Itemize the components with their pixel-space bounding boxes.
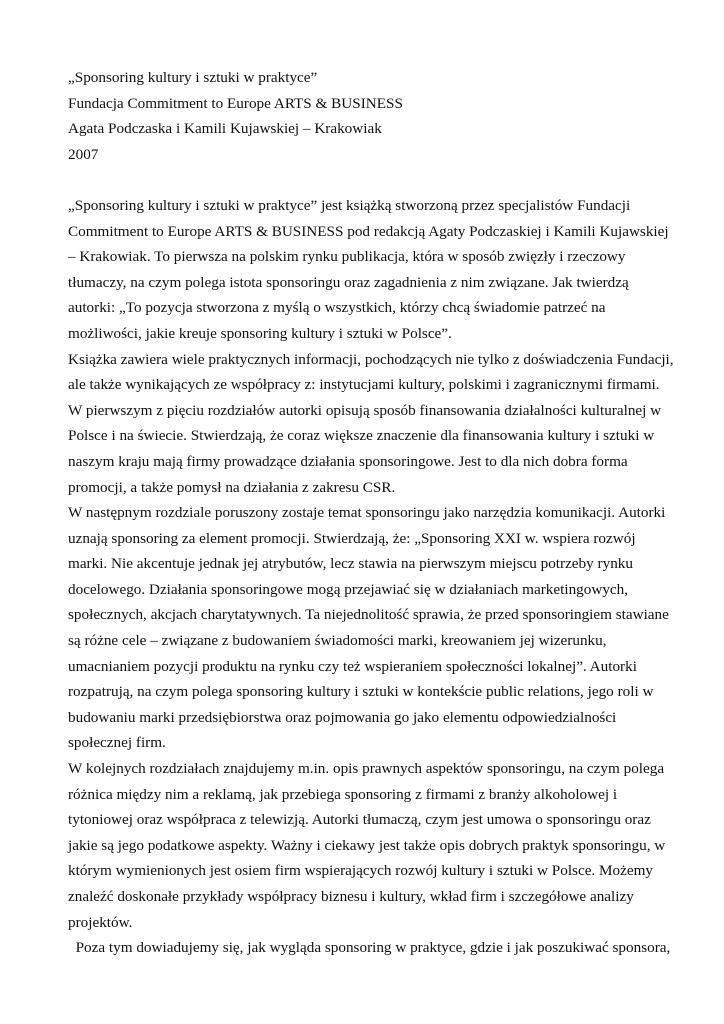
document-page <box>68 65 674 961</box>
text-line: W kolejnych rozdziałach znajdujemy m.in. opis prawnych aspektów sponsoringu, na czym polega <box>68 760 665 778</box>
text-line: W następnym rozdziale poruszony zostaje temat sponsoringu jako narzędzia komunikacji. Autorki <box>68 504 666 522</box>
text-line: Polsce i na świecie. Stwierdzają, że coraz większe znaczenie dla finansowania kultury i sztuki w <box>68 427 655 445</box>
text-line: Poza tym dowiadujemy się, jak wygląda sponsoring w praktyce, gdzie i jak poszukiwać sponsora, <box>68 939 671 957</box>
text-line: projektów. <box>68 913 133 931</box>
publication-year: 2007 <box>68 145 99 163</box>
text-line: społecznych, akcjach charytatywnych. Ta niejednolitość sprawia, że przed sponsoringiem stawiane <box>68 606 669 624</box>
text-line: ale także wynikających ze współpracy z: instytucjami kultury, polskimi i zagranicznymi firmami. <box>68 376 660 394</box>
document-header <box>68 65 660 167</box>
authors: Agata Podczaska i Kamili Kujawskiej – Krakowiak <box>68 120 382 138</box>
book-title: „Sponsoring kultury i sztuki w praktyce” <box>68 69 318 86</box>
text-line: W pierwszym z pięciu rozdziałów autorki opisują sposób finansowania działalności kulturalnej w <box>68 401 662 419</box>
text-line: znaleźć doskonałe przykłady współpracy biznesu i kultury, wkład firm i szczegółowe analizy <box>68 888 634 905</box>
text-line: rozpatrują, na czym polega sponsoring kultury i sztuki w kontekście public relations, jego roli w <box>68 683 654 701</box>
text-line: którym wymienionych jest osiem firm wspierających rozwój kultury i sztuki w Polsce. Możemy <box>68 862 654 880</box>
text-line: Książka zawiera wiele praktycznych informacji, pochodzących nie tylko z doświadczenia Fundacji, <box>68 350 674 368</box>
text-line: – Krakowiak. To pierwsza na polskim rynku publikacja, która w sposób zwięzły i rzeczowy <box>68 248 626 266</box>
text-line: docelowego. Działania sponsoringowe mogą przejawiać się w działaniach marketingowych, <box>68 580 629 598</box>
text-line: umacnianiem pozycji produktu na rynku czy też wspieraniem społeczności lokalnej”. Autorki <box>68 657 637 675</box>
text-line: społecznej firm. <box>68 734 166 752</box>
review-body <box>68 193 674 961</box>
text-line: tłumaczy, na czym polega istota sponsoringu oraz zagadnienia z nim związane. Jak twierdzą <box>68 273 629 291</box>
text-line: możliwości, jakie kreuje sponsoring kultury i sztuki w Polsce”. <box>68 324 452 342</box>
text-line: uznają sponsoring za element promocji. Stwierdzają, że: „Sponsoring XXI w. wspiera rozwój <box>68 529 636 547</box>
text-line: promocji, a także pomysł na działania z zakresu CSR. <box>68 478 396 496</box>
text-line: naszym kraju mają firmy prowadzące działania sponsoringowe. Jest to dla nich dobra forma <box>68 452 628 470</box>
publisher: Fundacja Commitment to Europe ARTS & BUSINESS <box>68 94 403 112</box>
text-line: różnica między nim a reklamą, jak przebiega sponsoring z firmami z branży alkoholowej i <box>68 785 618 803</box>
text-line: tytoniowej oraz współpraca z telewizją. Autorki tłumaczą, czym jest umowa o sponsoringu oraz <box>68 811 651 829</box>
text-line: autorki: „To pozycja stworzona z myślą o wszystkich, którzy chcą świadomie patrzeć na <box>68 299 606 317</box>
text-line: są różne cele – związane z budowaniem świadomości marki, kreowaniem jej wizerunku, <box>68 632 607 650</box>
text-line: „Sponsoring kultury i sztuki w praktyce” jest książką stworzoną przez specjalistów Fundacji <box>68 196 631 214</box>
text-line: jakie są jego podatkowe aspekty. Ważny i ciekawy jest także opis dobrych praktyk sponsoringu, w <box>68 836 666 854</box>
text-line: marki. Nie akcentuje jednak jej atrybutów, lecz stawia na pierwszym miejscu potrzeby rynku <box>68 555 633 573</box>
text-line: budowaniu marki przedsiębiorstwa oraz pojmowania go jako elementu odpowiedzialności <box>68 708 617 726</box>
text-line: Commitment to Europe ARTS & BUSINESS pod redakcją Agaty Podczaskiej i Kamili Kujawskiej <box>68 222 669 240</box>
header-spacer <box>68 167 660 193</box>
